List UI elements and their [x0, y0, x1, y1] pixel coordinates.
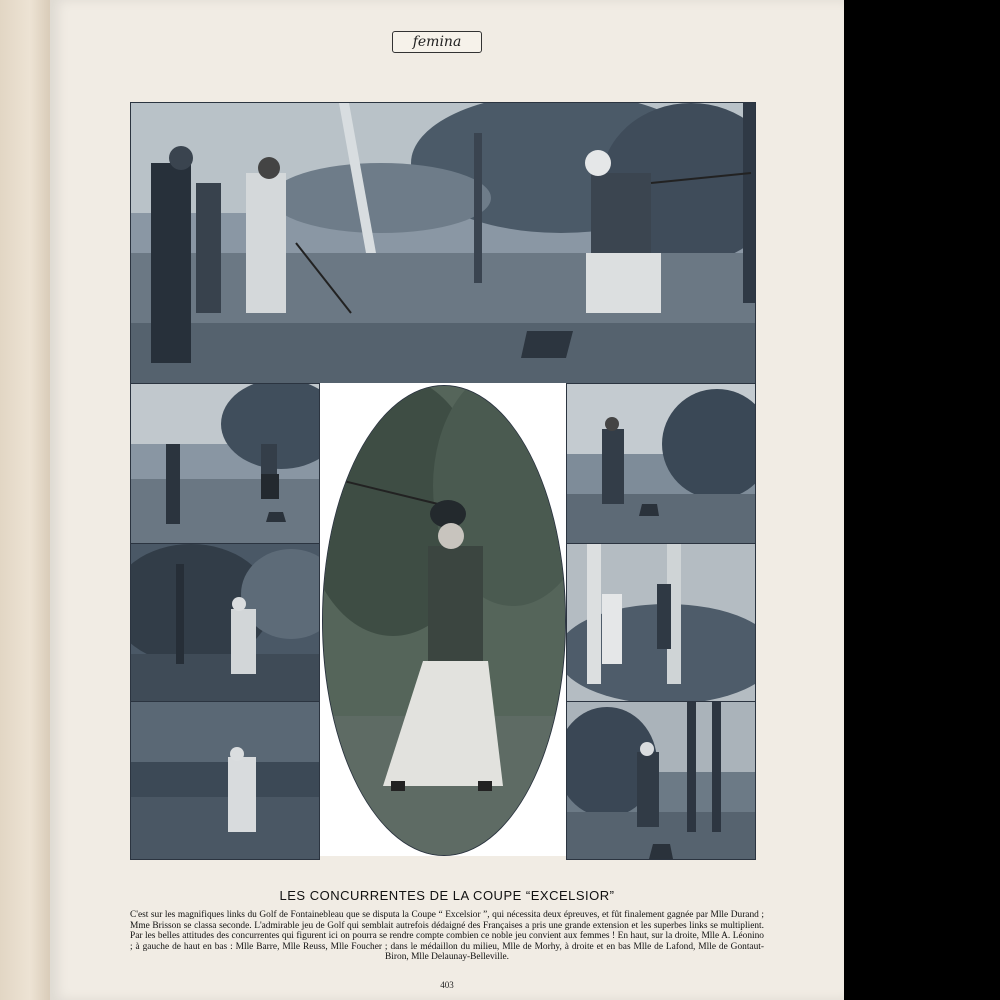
photo-left-1-image [131, 384, 319, 544]
photo-right-2 [566, 543, 756, 703]
medallion-image [323, 386, 565, 855]
photo-left-1 [130, 383, 320, 545]
masthead-logo: femina [392, 31, 482, 53]
photo-left-3-image [131, 702, 319, 859]
photo-right-3-image [567, 702, 755, 859]
photo-top-image [131, 103, 755, 384]
photo-right-1-image [567, 384, 755, 544]
photo-center-medallion [322, 385, 566, 856]
article-caption: C'est sur les magnifiques links du Golf de Fontainebleau que se disputa la Coupe “ Excelsior ”, qui nécessita deux épreuves, et fût finalement gagnée par Mlle Durand ; Mme Brisson se classa seconde. L'admirable jeu de Golf qui semblait autrefois dédaigné des Françaises a pris une grande extension et les superbes links se multiplient. Par les belles attitudes des concurrentes qui figurent ici on pourra se rendre compte combien ce noble jeu convient aux femmes ! En haut, sur la droite, Mlle A. Léonino ; à gauche de haut en bas : Mlle Barre, Mlle Reuss, Mlle Foucher ; dans le médaillon du milieu, Mlle de Morhy, à droite et en bas Mlle de Lafond, Mlle de Gontaut-Biron, Mlle Delaunay-Belleville. [130, 910, 764, 963]
photo-right-3 [566, 701, 756, 860]
magazine-page [50, 0, 844, 1000]
photo-right-2-image [567, 544, 755, 702]
photo-left-2 [130, 543, 320, 703]
photo-right-1 [566, 383, 756, 545]
photo-left-3 [130, 701, 320, 860]
binding-spine [0, 0, 50, 1000]
photo-top-golf-swing [130, 102, 756, 385]
article-headline: LES CONCURRENTES DE LA COUPE “EXCELSIOR” [279, 888, 615, 903]
photo-left-2-image [131, 544, 319, 702]
page-number: 403 [440, 980, 454, 990]
